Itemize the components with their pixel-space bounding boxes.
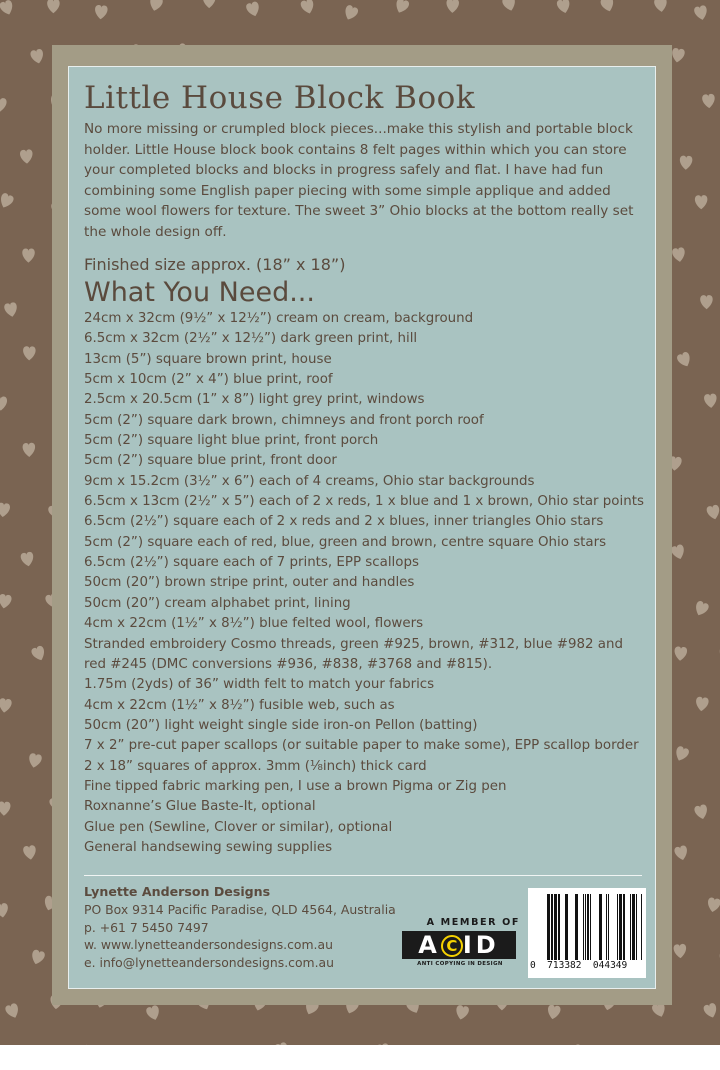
postal-address: PO Box 9314 Pacific Paradise, QLD 4564, Australia — [84, 902, 396, 917]
material-item: red #245 (DMC conversions #936, #838, #3768 and #815). — [84, 656, 493, 672]
heart-icon — [342, 4, 359, 22]
material-item: 5cm (2”) square each of red, blue, green and brown, centre square Ohio stars — [84, 534, 607, 550]
barcode-bar — [617, 894, 618, 960]
material-item: Roxnanne’s Glue Baste-It, optional — [84, 799, 316, 815]
barcode-bar — [558, 894, 560, 960]
barcode-bar — [583, 894, 584, 960]
acid-logo-mark: A C ID — [402, 931, 516, 959]
heart-icon — [47, 0, 60, 13]
heart-icon — [0, 97, 7, 112]
heart-icon — [300, 0, 316, 15]
heart-icon — [4, 1002, 21, 1020]
barcode-bar — [575, 894, 578, 960]
heart-icon — [94, 5, 108, 20]
heart-icon — [673, 944, 686, 959]
heart-icon — [0, 502, 10, 517]
heart-icon — [30, 48, 45, 65]
acid-member-text: A MEMBER OF — [426, 917, 520, 928]
material-item: 6.5cm (2½”) square each of 2 x reds and 2 x blues, inner triangles Ohio stars — [84, 514, 604, 530]
material-item: 5cm x 10cm (2” x 4”) blue print, roof — [84, 372, 333, 388]
heart-icon — [556, 0, 571, 14]
heart-icon — [0, 801, 11, 816]
heart-icon — [717, 644, 720, 662]
heart-icon — [30, 949, 46, 966]
barcode-bar — [551, 894, 553, 960]
heart-icon — [0, 903, 9, 919]
heart-icon — [4, 302, 19, 318]
barcode-bar — [587, 894, 589, 960]
material-item: Stranded embroidery Cosmo threads, green #925, brown, #312, blue #982 and — [84, 636, 623, 652]
material-item: 2 x 18” squares of approx. 3mm (⅛inch) thick card — [84, 758, 427, 774]
heart-icon — [22, 443, 35, 458]
heart-icon — [671, 47, 686, 63]
bottom-white-strip — [0, 1045, 720, 1070]
material-item: Glue pen (Sewline, Clover or similar), optional — [84, 819, 393, 835]
barcode-bar — [623, 894, 625, 960]
heart-icon — [703, 1002, 719, 1019]
barcode-number: 0 713382 044349 — [530, 960, 628, 971]
heart-icon — [0, 698, 12, 714]
heart-icon — [0, 192, 15, 210]
material-item: 4cm x 22cm (1½” x 8½”) fusible web, such as — [84, 697, 395, 713]
material-item: 50cm (20”) cream alphabet print, lining — [84, 595, 351, 611]
heart-icon — [704, 393, 718, 408]
intro-paragraph: No more missing or crumpled block pieces...make this stylish and portable block holder. Little House block book contains 8 felt pages within which you can store your completed blocks and blocks in progress safely and flat. I have had fun combining some English paper piecing with some simple applique and added some wool flowers for texture. The sweet 3” Ohio blocks at the bottom really set the whole design off. — [84, 121, 634, 240]
barcode-bar — [590, 894, 591, 960]
heart-icon — [702, 94, 716, 109]
barcode-bars — [538, 894, 642, 962]
heart-icon — [700, 295, 713, 309]
heart-icon — [600, 0, 616, 13]
heart-icon — [145, 1005, 161, 1022]
material-item: 5cm (2”) square dark brown, chimneys and front porch roof — [84, 412, 484, 428]
material-item: 4cm x 22cm (1½” x 8½”) blue felted wool, flowers — [84, 616, 424, 632]
heart-icon — [679, 155, 692, 170]
heart-icon — [0, 396, 7, 410]
heart-icon — [23, 845, 37, 861]
contact-block — [84, 882, 396, 971]
heart-icon — [693, 5, 708, 22]
material-item: 2.5cm x 20.5cm (1” x 8”) light grey print, windows — [84, 392, 425, 408]
material-item: 6.5cm x 13cm (2½” x 5”) each of 2 x reds, 1 x blue and 1 x brown, Ohio star points — [84, 494, 644, 510]
material-item: 5cm (2”) square light blue print, front porch — [84, 433, 379, 449]
email-link[interactable]: e. info@lynetteandersondesigns.com.au — [84, 954, 334, 970]
heart-icon — [393, 0, 410, 15]
heart-icon — [30, 645, 47, 663]
footer-divider — [84, 875, 642, 876]
material-item: 6.5cm x 32cm (2½” x 12½”) dark green print, hill — [84, 331, 418, 347]
barcode-bar — [599, 894, 602, 960]
material-item: General handsewing sewing supplies — [84, 839, 333, 855]
barcode-bar — [630, 894, 631, 960]
material-item: 9cm x 15.2cm (3½” x 6”) each of 4 creams, Ohio star backgrounds — [84, 473, 535, 489]
barcode-bar — [606, 894, 607, 960]
material-item: 50cm (20”) light weight single side iron-on Pellon (batting) — [84, 717, 478, 733]
acid-member-logo — [400, 917, 520, 969]
heart-icon — [676, 351, 693, 369]
heart-icon — [674, 845, 689, 862]
finished-size: Finished size approx. (18” x 18”) — [84, 255, 346, 274]
heart-icon — [670, 544, 686, 561]
heart-icon — [22, 248, 35, 262]
heart-icon — [694, 804, 709, 821]
barcode-bar — [608, 894, 609, 960]
heart-icon — [695, 696, 709, 712]
barcode-bar — [641, 894, 642, 960]
heart-icon — [20, 149, 34, 164]
heart-icon — [672, 247, 687, 263]
material-item: 13cm (5”) square brown print, house — [84, 351, 332, 367]
company-name: Lynette Anderson Designs — [84, 884, 271, 899]
heart-icon — [501, 0, 517, 12]
material-item: 7 x 2” pre-cut paper scallops (or suitable paper to make some), EPP scallop border — [84, 738, 639, 754]
heart-icon — [454, 1004, 469, 1020]
heart-icon — [446, 0, 459, 13]
barcode-bar — [585, 894, 586, 960]
material-item: 5cm (2”) square blue print, front door — [84, 453, 337, 469]
heart-icon — [673, 745, 690, 763]
heart-icon — [0, 0, 15, 17]
heart-icon — [203, 0, 216, 8]
barcode-bar — [636, 894, 637, 960]
heart-icon — [693, 600, 710, 618]
barcode-bar — [565, 894, 568, 960]
heart-icon — [695, 195, 708, 209]
acid-tagline: ANTI COPYING IN DESIGN — [417, 961, 503, 967]
barcode-bar — [554, 894, 557, 960]
heart-icon — [674, 646, 688, 661]
barcode — [528, 888, 646, 978]
heart-icon — [27, 753, 42, 769]
page-title: Little House Block Book — [84, 80, 476, 116]
barcode-bar — [632, 894, 635, 960]
heart-icon — [546, 1004, 561, 1020]
barcode-bar — [619, 894, 622, 960]
heart-icon — [706, 897, 720, 913]
heart-icon — [0, 593, 12, 609]
what-you-need-heading: What You Need... — [84, 277, 315, 308]
material-item: 24cm x 32cm (9½” x 12½”) cream on cream, background — [84, 311, 474, 326]
heart-icon — [23, 346, 36, 360]
heart-icon — [148, 0, 164, 12]
heart-icon — [706, 504, 720, 521]
heart-icon — [20, 551, 35, 567]
barcode-bar — [547, 894, 550, 960]
material-item: 1.75m (2yds) of 36” width felt to match your fabrics — [84, 677, 435, 693]
materials-list — [84, 309, 654, 858]
material-item: 50cm (20”) brown stripe print, outer and handles — [84, 575, 415, 591]
website-link[interactable]: w. www.lynetteandersondesigns.com.au — [84, 937, 333, 952]
heart-icon — [654, 0, 668, 13]
material-item: 6.5cm (2½”) square each of 7 prints, EPP scallops — [84, 555, 419, 571]
heart-icon — [245, 1, 261, 18]
material-item: Fine tipped fabric marking pen, I use a brown Pigma or Zig pen — [84, 778, 507, 794]
phone-number[interactable]: p. +61 7 5450 7497 — [84, 919, 209, 935]
